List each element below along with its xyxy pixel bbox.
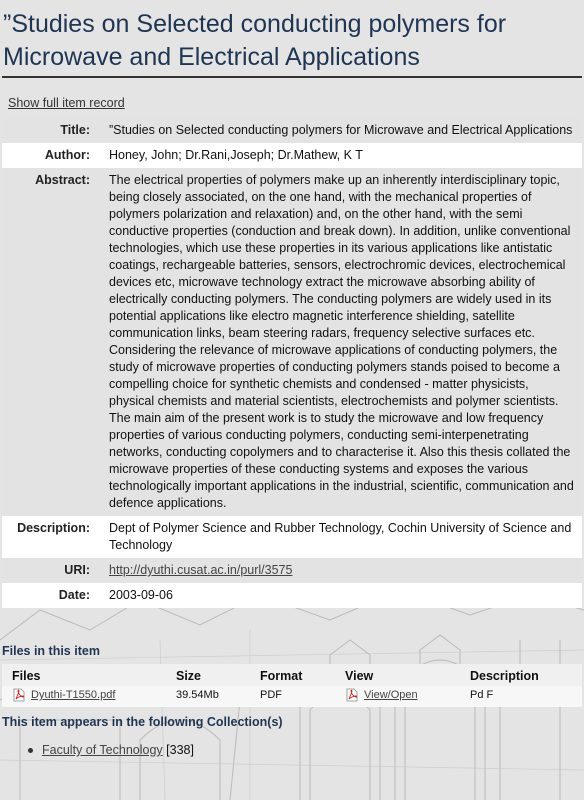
metadata-row-title xyxy=(2,118,582,143)
collection-link[interactable]: Faculty of Technology xyxy=(42,743,163,757)
uri-link[interactable]: http://dyuthi.cusat.ac.in/purl/3575 xyxy=(109,563,293,577)
show-full-record-link[interactable]: Show full item record xyxy=(8,96,125,110)
view-cell xyxy=(335,686,460,707)
metadata-row-uri xyxy=(2,558,582,583)
column-header-description: Description xyxy=(460,664,582,686)
metadata-label: Author: xyxy=(2,143,96,168)
metadata-table xyxy=(2,118,582,608)
metadata-row-author xyxy=(2,143,582,168)
file-format: PDF xyxy=(250,686,335,707)
collection-count: [338] xyxy=(166,743,194,757)
metadata-value: ”Studies on Selected conducting polymers for Microwave and Electrical Applications xyxy=(96,118,582,143)
metadata-value: The electrical properties of polymers make up an inherently interdisciplinary topic, being closely associated, on the one hand, with the mechanical properties of polymers polarization and relaxation) and, on the other hand, with the semi conductive properties (conduction and break down). In addition, unlike conventional technologies, which use these properties in its various applications like antistatic coatings, rechargeable batteries, sensors, electrochromic devices, electrochemical devices etc, microwave technology extract the microwave absorbing ability of electrically conducting polymers. The conducting polymers are widely used in its potential applications like electro magnetic interference shielding, satellite communication links, beam steering radars, frequency selective surfaces etc. Considering the relevance of microwave applications of conducting polymers, the study of microwave properties of conducting polymers stands poised to become a compelling choice for synthetic chemists and condensed - matter physicists, physical chemists and material scientists, electrochemists and polymer scientists. The main aim of the present work is to study the microwave and low frequency properties of various conducting polymers, conducting semi-interpenetrating networks, conducting copolymers and to characterise it. Also this thesis collated the microwave properties of these conducting systems and exposes the various technologically important applications in the industrial, scientific, communication and defence applications. xyxy=(96,168,582,516)
file-row xyxy=(2,686,582,707)
pdf-icon xyxy=(345,688,359,702)
list-item xyxy=(42,743,584,757)
metadata-label: Date: xyxy=(2,583,96,608)
file-cell xyxy=(2,686,166,707)
metadata-value: Dept of Polymer Science and Rubber Technology, Cochin University of Science and Technology xyxy=(96,516,582,558)
metadata-value: 2003-09-06 xyxy=(96,583,582,608)
collections-heading: This item appears in the following Collection(s) xyxy=(2,715,283,729)
files-heading: Files in this item xyxy=(2,644,100,658)
metadata-value: Honey, John; Dr.Rani,Joseph; Dr.Mathew, K T xyxy=(96,143,582,168)
file-link[interactable]: Dyuthi-T1550.pdf xyxy=(31,688,116,701)
metadata-label: Abstract: xyxy=(2,168,96,516)
metadata-label: Description: xyxy=(2,516,96,558)
bullet-icon xyxy=(28,748,33,753)
pdf-icon xyxy=(12,688,26,702)
column-header-size: Size xyxy=(166,664,250,686)
collections-list xyxy=(0,743,584,757)
file-description: Pd F xyxy=(460,686,582,707)
metadata-row-description xyxy=(2,516,582,558)
file-size: 39.54Mb xyxy=(166,686,250,707)
metadata-label: URI: xyxy=(2,558,96,583)
metadata-row-date xyxy=(2,583,582,608)
files-header-row xyxy=(2,664,582,686)
metadata-label: Title: xyxy=(2,118,96,143)
files-table xyxy=(2,664,582,707)
column-header-view: View xyxy=(335,664,460,686)
metadata-row-abstract xyxy=(2,168,582,516)
page-title: ”Studies on Selected conducting polymers for Microwave and Electrical Applications xyxy=(3,10,507,71)
metadata-value xyxy=(96,558,582,583)
column-header-format: Format xyxy=(250,664,335,686)
column-header-files: Files xyxy=(2,664,166,686)
title-divider xyxy=(2,76,582,78)
view-open-link[interactable]: View/Open xyxy=(364,688,418,701)
